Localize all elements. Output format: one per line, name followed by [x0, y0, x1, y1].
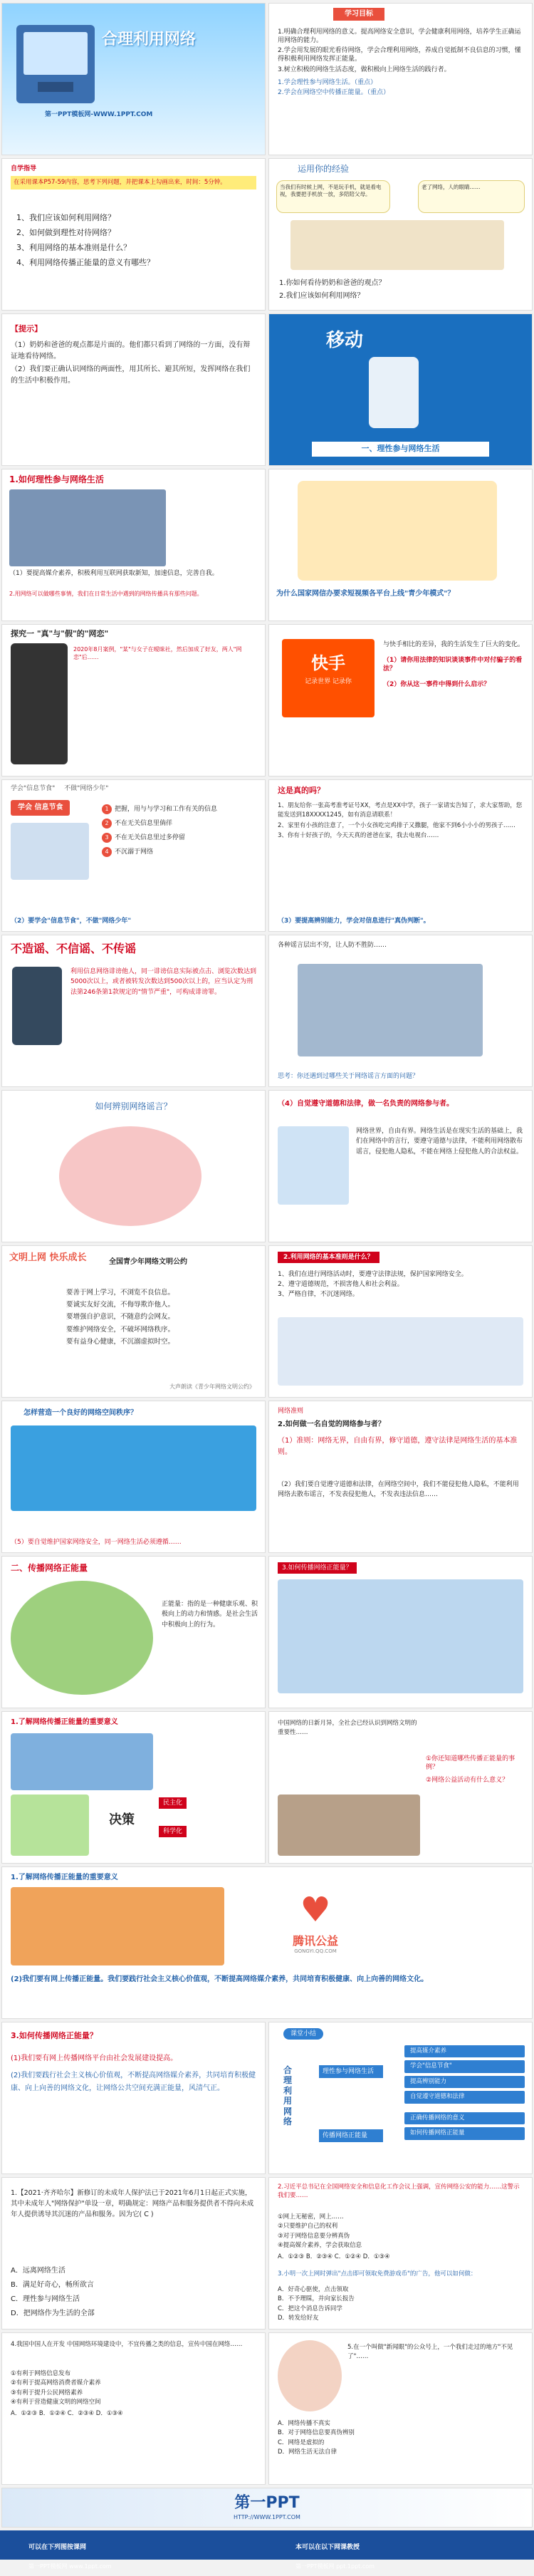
exercise2-answers[interactable]: A．①②③ B．②③④ C．①②④ D．①③④ [278, 2253, 390, 2260]
learn-header-left: 学会"信息节食" [11, 785, 56, 792]
how-spread-title: 3.如何传播网络正能量？ [11, 2031, 98, 2040]
slide-exercise2 [268, 2177, 533, 2330]
tencent-logo-sub: GONGYI.QQ.COM [294, 1948, 337, 1955]
exercise4-q: 4.我国中国人在开发 中国网络环境建设中，不宜传播之类的信息，宣传中国在网络…… [11, 2341, 243, 2348]
kuaishou-q: （2）你从这一事件中得到什么启示？ [383, 681, 491, 689]
summary-leaf: 如何传播网络正能量 [404, 2127, 525, 2139]
exercise1-option[interactable]: D．把网络作为生活的全部 [11, 2310, 95, 2317]
label-democratic: 民主化 [159, 1797, 187, 1809]
exercise2-option: ①网上无秘密，网上…… [278, 2213, 344, 2221]
kuaishou-logo [282, 639, 375, 717]
summary-root: 合理利用网络 [283, 2065, 293, 2126]
basic-text: （2）我们要自觉遵守道德和法律，在网络空间中，我们不能侵犯他人隐私，不能利用网络去散布谣言，不发表侵犯他人，不发表违法信息…… [278, 1481, 519, 1499]
how-spread-line: (1)我们要有网上传播网络平台由社会发展建设提高。 [11, 2055, 178, 2062]
responsible-sub: （4）自觉遵守道德和法律，做一名负责的网络参与者。 [278, 1100, 454, 1108]
how-positive-header: 3.如何传播网络正能量？ [278, 1562, 357, 1574]
bubble-right: 老了网络，人的眼睛…… [418, 180, 525, 213]
footer-right [267, 2530, 534, 2570]
responsible-text: 网络世界，自由有界。网络生活是在现实生活的基础上，我们在网络中的言行，要遵守道德与法律，不能利用网络散布谣言，侵犯他人隐私，不能在网络上侵犯他人的合法权益。 [356, 1128, 523, 1155]
row-5 [0, 624, 534, 777]
exercise1-q: 1.【2021·齐齐哈尔】新修订的未成年人保护法已于2021年6月1日起正式实施，其中未成年人"网络保护"单设一章，明确规定：网络产品和服务提供者不得向未成年人提供诱导其沉迷的产品和服务。因为它( C ) [11, 2189, 254, 2219]
learning-point: 3.树立积极的网络生活态度，做积极向上网络生活的践行者。 [278, 66, 451, 73]
footer [0, 2530, 534, 2570]
girl-illustration [278, 2340, 342, 2411]
distinguish-title: 如何辨别网络谣言？ [95, 1101, 172, 1111]
positive-collage [11, 1581, 153, 1695]
exercise2-q: 2.习近平总书记在全国网络安全和信息化工作会议上强调，宣传网络公安的能力……这警示我们要…… [278, 2183, 520, 2199]
guide-note: 在采用课本P57-59内容，思考下列问题，并把课本上勾画出来，时间：5分钟。 [11, 176, 256, 189]
norms-line: 3、严格自律，不沉迷网络。 [278, 1291, 359, 1299]
section1-title: 1.如何理性参与网络生活 [9, 474, 104, 484]
tip-header: 【提示】 [11, 324, 42, 333]
norms-images [278, 1317, 523, 1386]
ending-url: HTTP://WWW.1PPT.COM [234, 2513, 300, 2520]
learn-header-mid: 不做"网络少年" [64, 785, 109, 792]
slide-exercise4 [1, 2332, 266, 2485]
row-8 [0, 1090, 534, 1242]
welfare-text: 中国网络的日新月异，全社会已经认识到网络文明的重要性…… [278, 1720, 417, 1736]
slide-kuaishou [268, 624, 533, 777]
key-line: 1.学会理性参与网络生活。（重点） [278, 78, 377, 86]
exercise3-q: 3.小明一次上网时弹出"点击即可领取免费游戏币"的广告，他可以如何做： [278, 2270, 477, 2278]
slide-distinguish [1, 1090, 266, 1242]
clean-text: （5）要自觉维护国家网络安全，同一网络生活必须遵循…… [11, 1538, 182, 1546]
laptop-illustration [11, 823, 89, 880]
civil-line: 要诚实友好交流，不侮辱欺诈他人。 [66, 1301, 175, 1309]
norms-banner: 2.利用网络的基本准则是什么？ [278, 1252, 379, 1263]
basic-answer: （1）准则：网络无界，自由有界，修守道德，遵守法律是网络生活的基本准则。 [278, 1437, 518, 1456]
truth-line: 1、朋友给你一张高考准考证号XX，考点是XX中学，孩子一家请实告知了，求大家帮助，您能发送到18XXXX1245，如有消息请联系！ [278, 802, 523, 819]
truth-bottom: （3）要提高辨别能力，学会对信息进行"真伪判断"。 [278, 917, 430, 925]
web-collage [11, 1425, 256, 1511]
slide-tip [1, 313, 266, 466]
cover-title: 合理利用网络 [102, 31, 197, 48]
banner-rational: 一、理性参与网络生活 [312, 442, 489, 457]
summary-branch2: 传播网络正能量 [319, 2129, 383, 2142]
row-13 [0, 1866, 534, 2019]
rumor-top: 各种谣言层出不穷，让人防不胜防…… [278, 942, 387, 949]
tip-line: （2）我们要正确认识网络的两面性，用其所长、避其所短，发挥网络在我们的生活中积极作用。 [11, 365, 251, 385]
mobile-label: 移动 [326, 330, 364, 351]
summary-leaf: 学会"信息节食" [404, 2060, 525, 2072]
summary-tag: 课堂小结 [283, 2028, 323, 2040]
slide-exercise1 [1, 2177, 266, 2330]
basic-header: 网络准则 [278, 1408, 304, 1415]
truth-line: 2、家里有小孩的注意了，一个小女孩吃完鸡排子又撒腿，他家不到6小小小的男孩子…… [278, 821, 515, 829]
exercise5-option[interactable]: D．网络生活无法自律 [278, 2448, 337, 2456]
exercise3-option[interactable]: B．不予理睬，并向家长报告 [278, 2295, 355, 2303]
civil-logo: 文明上网 快乐成长 [9, 1252, 87, 1263]
exercise4-option: ③有利于提升公民网络素养 [11, 2389, 83, 2396]
row-4 [0, 469, 534, 621]
welfare-q1: ①你还知道哪些传播正能量的事例？ [426, 1755, 515, 1772]
learning-title: 学习目标 [333, 8, 384, 21]
computer-illustration [16, 25, 95, 103]
significance-header: 1.了解网络传播正能量的重要意义 [11, 1718, 118, 1726]
no-rumor-title: 不造谣、不信谣、不传谣 [11, 942, 137, 955]
footer-right-title: 本可以在以下网课教授 [295, 2544, 360, 2551]
kuaishou-brand: 快手 [311, 653, 345, 673]
exercise5-q: 5.在一个叫做"新闻眼"的公众号上，一个我们走过的地方"不见了"…… [347, 2344, 513, 2360]
exercise5-option[interactable]: A．网络传播不真实 [278, 2420, 330, 2427]
tree-illustration [11, 1795, 89, 1856]
explore-story: 2020年8月案例，"某"与女子在暧昧社，然后加成了好友，两人"网恋"后…… [73, 646, 242, 660]
row-3 [0, 313, 534, 466]
guide-header: 自学指导 [11, 165, 37, 172]
row-10 [0, 1401, 534, 1553]
exercise3-option[interactable]: C．把这个消息告诉同学 [278, 2305, 342, 2312]
youth-mode-question: 为什么国家网信办要求短视频各平台上线"青少年模式"？ [276, 590, 455, 598]
slide-self-study [1, 158, 266, 311]
tip-line: （1）奶奶和爸爸的观点都是片面的。他们都只看到了网络的一方面，没有辩证地看待网络。 [11, 341, 251, 360]
civil-line: 要有益身心健康，不沉溺虚拟时空。 [66, 1337, 175, 1346]
diet-item: 3 不在无关信息里过多停留 [102, 833, 258, 843]
row-6 [0, 779, 534, 932]
slide-truth-check [268, 779, 533, 932]
section1-question: 2.用网络可以做哪些事情，我们在日常生活中遇到的网络传播具有那些问题。 [9, 591, 203, 597]
slide-how-spread [1, 2022, 266, 2174]
civil-line: 要善于网上学习，不浏览不良信息。 [66, 1289, 175, 1297]
row-14 [0, 2022, 534, 2174]
row-11 [0, 1556, 534, 1708]
tencent-logo: 腾讯公益 [292, 1933, 338, 1948]
welfare-q2: ②网络公益活动有什么意义？ [426, 1777, 509, 1784]
exercise4-option: ④有利于营造健康文明的网络空间 [11, 2399, 101, 2406]
tencent-header: 1.了解网络传播正能量的重要意义 [11, 1874, 118, 1881]
diet-item: 1 把握，用与与学习和工作有关的信息 [102, 804, 258, 814]
slide-summary [268, 2022, 533, 2174]
row-15 [0, 2177, 534, 2330]
kuaishou-q: 与快手相比的差异，我的生活发生了巨大的变化。 [383, 641, 525, 648]
truth-header: 这是真的吗？ [278, 786, 325, 795]
slide-exercise5 [268, 2332, 533, 2485]
slide-rumor-think [268, 935, 533, 1087]
fruit-photo [11, 1887, 224, 1965]
footer-right-link[interactable]: 第一PPT模板网 ppt.1ppt.com [295, 2563, 375, 2570]
guide-question: 3、利用网络的基本准则是什么？ [16, 242, 131, 252]
cover-publisher: 第一PPT模板网-WWW.1PPT.COM [45, 111, 153, 118]
exercise3-option[interactable]: A．好奇心驱使，点击领取 [278, 2286, 349, 2293]
row-ending [0, 2488, 534, 2528]
civil-title: 全国青少年网络文明公约 [109, 1258, 187, 1266]
experience-q2: 2.我们应该如何利用网络？ [279, 292, 365, 300]
footer-left [0, 2530, 267, 2570]
bubble-left: 当我们有时候上网，不是玩手机，就是看电视，我要把手机放一放，多陪陪父母。 [276, 180, 390, 213]
section1-text: （1）要提高媒介素养，积极利用互联网获取新知，加速信息，完善自我。 [9, 570, 219, 577]
exercise4-answers[interactable]: A．①②③ B．①②④ C．②③④ D．①③④ [11, 2409, 123, 2417]
norms-line: 1、我们在进行网络活动时，要遵守法律法规，保护国家网络安全。 [278, 1271, 468, 1278]
explore-title: 探究一 "真"与"假"的"网恋" [11, 629, 109, 638]
civil-line: 要增强自护意识，不随意约会网友。 [66, 1313, 175, 1321]
exercise5-option[interactable]: C．网络是虚拟的 [278, 2439, 325, 2446]
decision-label: 决策 [109, 1812, 135, 1827]
slide-experience [268, 158, 533, 311]
slide-no-rumor [1, 935, 266, 1087]
ending-logo: 第一PPT [234, 2494, 300, 2512]
summary-leaf: 提高媒介素养 [404, 2045, 525, 2057]
slide-significance [1, 1711, 266, 1864]
exercise2-option: ②只要维护自己的权利 [278, 2223, 338, 2230]
maze-illustration [59, 1126, 201, 1226]
diet-item: 4 不沉溺于网络 [102, 847, 258, 857]
summary-leaf: 正确传播网络的意义 [404, 2112, 525, 2124]
learning-point: 1.明确合理利用网络的意义。提高网络安全意识，学会健康利用网络，培养学生正确运用网络的能力。 [278, 28, 521, 45]
guide-question: 1、我们应该如何利用网络？ [16, 213, 115, 222]
exercise1-option[interactable]: C．理性参与网络生活 [11, 2295, 80, 2303]
slide-clean-space [1, 1401, 266, 1553]
row-7 [0, 935, 534, 1087]
info-diet-logo: 学会 信息节食 [11, 800, 70, 816]
phone-illustration [12, 967, 62, 1045]
slide-info-diet [1, 779, 266, 932]
row-16 [0, 2332, 534, 2485]
summary-leaf: 自觉遵守道德和法律 [404, 2091, 525, 2103]
exercise2-option: ④提高媒介素养，学会获取信息 [278, 2242, 362, 2250]
key-line: 2.学会在网络空中传播正能量。（重点） [278, 88, 390, 96]
slide-explore [1, 624, 266, 777]
slide-youth-mode [268, 469, 533, 621]
slide-how-positive [268, 1556, 533, 1708]
guide-question: 4、利用网络传播正能量的意义有哪些？ [16, 257, 155, 267]
experience-q1: 1.你如何看待奶奶和爸爸的观点？ [279, 279, 386, 287]
heart-icon: ♥ [300, 1890, 331, 1930]
city-photo [11, 1733, 153, 1790]
row-2 [0, 158, 534, 311]
slide-positive [1, 1556, 266, 1708]
exercise1-option[interactable]: A．远离网络生活 [11, 2267, 66, 2275]
summary-branch1: 理性参与网络生活 [319, 2065, 383, 2078]
exercise4-option: ①有利于网络信息发布 [11, 2370, 71, 2377]
no-rumor-text: 利用信息网络诽谤他人，同一诽谤信息实际被点击、浏览次数达到5000次以上，或者被转发次数达到500次以上的，应当认定为刑法第246条第1款规定的"情节严重"，可构成诽谤罪。 [70, 968, 257, 996]
cartoon-illustration [298, 481, 497, 581]
kuaishou-slogan: 记录世界 记录你 [305, 678, 352, 686]
truth-line: 3、你有十好孩子的，今天天真的爸爸在家，我去电视台…… [278, 832, 439, 840]
row-1 [0, 3, 534, 155]
clean-title: 怎样营造一个良好的网络空间秩序？ [23, 1409, 137, 1417]
people-photo [9, 489, 166, 566]
exercise4-option: ②有利于提高网络消费者媒介素养 [11, 2379, 101, 2387]
diet-item: 2 不在无关信息里倘徉 [102, 819, 258, 829]
footer-left-link[interactable]: 第一PPT模板网 www.1ppt.com [28, 2563, 112, 2570]
rumor-question: 思考：你还遇到过哪些关于网络谣言方面的问题？ [278, 1072, 419, 1080]
info-diet-bottom: （2）要学会"信息节食"，不做"网络少年" [11, 917, 132, 925]
guide-question: 2、如何做到理性对待网络？ [16, 227, 115, 237]
slide-mobile [268, 313, 533, 466]
row-9 [0, 1245, 534, 1398]
civil-foot: 大声朗读《青少年网络文明公约》 [169, 1383, 255, 1391]
slide-norms [268, 1245, 533, 1398]
slide-cover [1, 3, 266, 155]
positive-grid [278, 1579, 523, 1693]
experience-title: 运用你的经验 [298, 164, 350, 174]
footer-left-title: 可以在下列图按课网 [28, 2544, 87, 2551]
summary-leaf: 提高辨别能力 [404, 2076, 525, 2088]
civil-line: 要维护网络安全，不破坏网络秩序。 [66, 1325, 175, 1334]
positive-text: 正能量：指的是一种健康乐观、积极向上的动力和情感。是社会生活中积极向上的行为。 [162, 1601, 258, 1629]
tencent-text: (2)我们要有网上传播正能量。我们要践行社会主义核心价值观，不断提高网络媒介素养，共同培育积极健康、向上向善的网络文化。 [11, 1975, 429, 1983]
welfare-photo [278, 1795, 420, 1856]
rumor-photo [298, 964, 483, 1056]
slide-responsible [268, 1090, 533, 1242]
exercise5-option[interactable]: B．对于网络信息要真伪辨别 [278, 2429, 355, 2437]
slide-ending [1, 2488, 533, 2528]
norms-line: 2、遵守道德规范，不损害他人和社会利益。 [278, 1281, 404, 1289]
exercise3-option[interactable]: D．转发给好友 [278, 2315, 319, 2322]
basic-question: 2.如何做一名自觉的网络参与者？ [278, 1421, 385, 1428]
label-scientific: 科学化 [159, 1826, 187, 1837]
positive-banner: 二、传播网络正能量 [11, 1563, 88, 1573]
slide-section1 [1, 469, 266, 621]
family-illustration [290, 220, 504, 270]
phone-icon [369, 357, 419, 428]
slide-learning-goals [268, 3, 533, 155]
slide-tencent [1, 1866, 533, 2019]
row-12 [0, 1711, 534, 1864]
slide-civil [1, 1245, 266, 1398]
how-spread-line: (2)我们要践行社会主义核心价值观，不断提高网络媒介素养，共同培育积极健康、向上向善的网络文化，让网络公共空间充满正能量，风清气正。 [11, 2072, 256, 2092]
slide-public-welfare [268, 1711, 533, 1864]
exercise1-option[interactable]: B．满足好奇心，畅所欲言 [11, 2281, 94, 2289]
exercise2-option: ③对于网络信息要分辨真伪 [278, 2232, 350, 2240]
kuaishou-q: （1）请你用法律的知识谈谈事件中对付骗子的看法？ [383, 657, 523, 673]
learning-point: 2.学会用发展的眼光看待网络，学会合理利用网络，养成自觉抵制不良信息的习惯，懂得积极利用网络发挥正能量。 [278, 47, 521, 63]
slide-basic [268, 1401, 533, 1553]
phone-screenshot [11, 643, 68, 764]
tencent-logo-block [244, 1887, 387, 1965]
desk-illustration [278, 1126, 349, 1205]
